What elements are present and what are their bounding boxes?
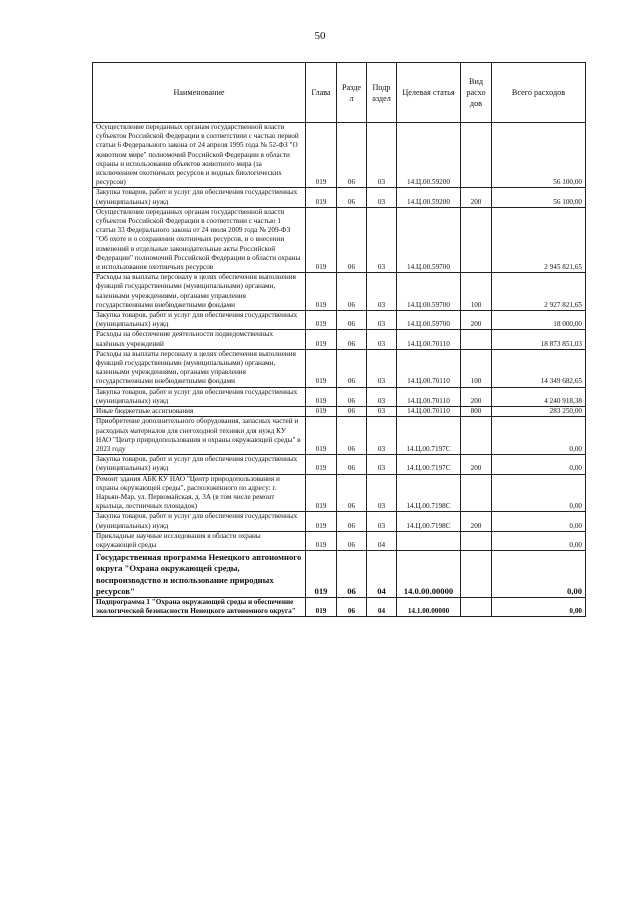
cell-name: Иные бюджетные ассигнования — [93, 407, 306, 417]
cell-name: Расходы на выплаты персоналу в целях обеспечения выполнения функций государственными (муниципальными) органами, казенными учреждениями, органами управления государственными внебюджетными фондами — [93, 349, 306, 387]
cell-expense-type — [461, 474, 492, 512]
cell-expense-type — [461, 207, 492, 272]
cell-total: 56 100,00 — [492, 188, 586, 207]
cell-podrazdel: 03 — [367, 207, 397, 272]
table-row — [93, 407, 586, 417]
cell-target-article: 14.Ц.00.59700 — [397, 273, 461, 311]
cell-razdel: 06 — [337, 407, 367, 417]
cell-name: Прикладные научные исследования в области охраны окружающей среды — [93, 531, 306, 550]
cell-razdel: 06 — [337, 551, 367, 598]
cell-glava: 019 — [306, 474, 337, 512]
cell-expense-type — [461, 551, 492, 598]
cell-name: Подпрограмма 1 "Охрана окружающей среды и обеспечение экологической безопасности Ненецкого автономного округа" — [93, 597, 306, 616]
cell-expense-type — [461, 330, 492, 349]
cell-total: 18 873 851,03 — [492, 330, 586, 349]
cell-razdel: 06 — [337, 207, 367, 272]
cell-razdel: 06 — [337, 597, 367, 616]
cell-total: 0,00 — [492, 417, 586, 455]
cell-target-article: 14.Ц.00.70110 — [397, 407, 461, 417]
table-row — [93, 349, 586, 387]
table-header-row — [93, 63, 586, 123]
page-number: 50 — [314, 30, 326, 42]
cell-glava: 019 — [306, 417, 337, 455]
table-row — [93, 455, 586, 474]
cell-total: 14 349 682,65 — [492, 349, 586, 387]
cell-expense-type: 200 — [461, 311, 492, 330]
cell-target-article: 14.Ц.00.70110 — [397, 349, 461, 387]
cell-target-article: 14.Ц.00.7198С — [397, 512, 461, 531]
cell-name: Государственная программа Ненецкого автономного округа "Охрана окружающей среды, воспроизводство и использование природных ресурсов" — [93, 551, 306, 598]
cell-razdel: 06 — [337, 387, 367, 406]
cell-podrazdel: 04 — [367, 597, 397, 616]
cell-podrazdel: 03 — [367, 273, 397, 311]
cell-glava: 019 — [306, 407, 337, 417]
cell-name: Закупка товаров, работ и услуг для обеспечения государственных (муниципальных) нужд — [93, 455, 306, 474]
cell-expense-type: 200 — [461, 188, 492, 207]
cell-razdel: 06 — [337, 531, 367, 550]
cell-glava: 019 — [306, 551, 337, 598]
cell-glava: 019 — [306, 311, 337, 330]
cell-expense-type: 100 — [461, 273, 492, 311]
table-row — [93, 551, 586, 598]
cell-podrazdel: 03 — [367, 474, 397, 512]
table-row — [93, 330, 586, 349]
cell-razdel: 06 — [337, 512, 367, 531]
cell-podrazdel: 04 — [367, 551, 397, 598]
header-podrazdel: Подр аздел — [367, 63, 397, 123]
header-target-article: Целевая статья — [397, 63, 461, 123]
cell-total: 283 250,00 — [492, 407, 586, 417]
cell-total: 0,00 — [492, 551, 586, 598]
cell-name: Закупка товаров, работ и услуг для обеспечения государственных (муниципальных) нужд — [93, 512, 306, 531]
cell-total: 4 240 918,38 — [492, 387, 586, 406]
cell-total: 56 100,00 — [492, 123, 586, 188]
cell-name: Закупка товаров, работ и услуг для обеспечения государственных (муниципальных) нужд — [93, 311, 306, 330]
cell-target-article: 14.Ц.00.59700 — [397, 207, 461, 272]
cell-glava: 019 — [306, 597, 337, 616]
table-body — [93, 123, 586, 617]
cell-total: 0,00 — [492, 531, 586, 550]
cell-glava: 019 — [306, 273, 337, 311]
table-row — [93, 207, 586, 272]
cell-podrazdel: 03 — [367, 455, 397, 474]
cell-name: Ремонт здания АБК КУ НАО "Центр природопользования и охраны окружающей среды", расположенного по адресу: г. Нарьян-Мар, ул. Первомайская, д. 3А (в том числе ремонт крыльца, лестничных площадок) — [93, 474, 306, 512]
cell-target-article — [397, 531, 461, 550]
cell-target-article: 14.0.00.00000 — [397, 551, 461, 598]
cell-target-article: 14.Ц.00.59200 — [397, 188, 461, 207]
table-row — [93, 123, 586, 188]
cell-total: 0,00 — [492, 455, 586, 474]
cell-glava: 019 — [306, 207, 337, 272]
table-row — [93, 273, 586, 311]
cell-name: Закупка товаров, работ и услуг для обеспечения государственных (муниципальных) нужд — [93, 188, 306, 207]
header-total: Всего расходов — [492, 63, 586, 123]
cell-razdel: 06 — [337, 311, 367, 330]
cell-podrazdel: 03 — [367, 123, 397, 188]
cell-expense-type — [461, 597, 492, 616]
cell-glava: 019 — [306, 455, 337, 474]
cell-podrazdel: 03 — [367, 407, 397, 417]
cell-expense-type — [461, 123, 492, 188]
table-row — [93, 311, 586, 330]
cell-podrazdel: 03 — [367, 311, 397, 330]
table-row — [93, 417, 586, 455]
cell-expense-type — [461, 417, 492, 455]
budget-table — [92, 62, 586, 617]
cell-podrazdel: 03 — [367, 349, 397, 387]
cell-target-article: 14.Ц.00.7197С — [397, 455, 461, 474]
cell-glava: 019 — [306, 123, 337, 188]
cell-razdel: 06 — [337, 123, 367, 188]
cell-total: 2 927 821,65 — [492, 273, 586, 311]
cell-total: 18 000,00 — [492, 311, 586, 330]
cell-razdel: 06 — [337, 417, 367, 455]
cell-name: Расходы на обеспечение деятельности подведомственных казённых учреждений — [93, 330, 306, 349]
table-row — [93, 597, 586, 616]
cell-total: 0,00 — [492, 597, 586, 616]
cell-target-article: 14.Ц.00.59200 — [397, 123, 461, 188]
cell-target-article: 14.Ц.00.7197С — [397, 417, 461, 455]
cell-expense-type: 800 — [461, 407, 492, 417]
header-expense-type: Вид расхо дов — [461, 63, 492, 123]
table-row — [93, 474, 586, 512]
cell-razdel: 06 — [337, 330, 367, 349]
cell-razdel: 06 — [337, 273, 367, 311]
cell-target-article: 14.Ц.00.59700 — [397, 311, 461, 330]
table-row — [93, 387, 586, 406]
cell-name: Приобретение дополнительного оборудования, запасных частей и расходных материалов для снегоходной техники для нужд КУ НАО "Центр природопользования и охраны окружающей среды" в 2023 году — [93, 417, 306, 455]
cell-name: Осуществление переданных органам государственной власти субъектов Российской Федерации в соответствии с частью первой статьи 6 Федерального закона от 24 апреля 1995 года № 52-ФЗ "О животном мире" полномочий Российской Федерации в области охраны и использования объектов животного мира (за исключением охотничьих ресурсов и водных биологических ресурсов) — [93, 123, 306, 188]
cell-name: Расходы на выплаты персоналу в целях обеспечения выполнения функций государственными (муниципальными) органами, казенными учреждениями, органами управления государственными внебюджетными фондами — [93, 273, 306, 311]
cell-expense-type: 100 — [461, 349, 492, 387]
cell-razdel: 06 — [337, 474, 367, 512]
cell-expense-type: 200 — [461, 512, 492, 531]
cell-razdel: 06 — [337, 349, 367, 387]
cell-target-article: 14.Ц.00.70110 — [397, 330, 461, 349]
cell-total: 2 945 821,65 — [492, 207, 586, 272]
cell-podrazdel: 03 — [367, 330, 397, 349]
cell-total: 0,00 — [492, 512, 586, 531]
cell-total: 0,00 — [492, 474, 586, 512]
cell-razdel: 06 — [337, 188, 367, 207]
cell-glava: 019 — [306, 330, 337, 349]
table-row — [93, 188, 586, 207]
cell-expense-type: 200 — [461, 455, 492, 474]
cell-podrazdel: 03 — [367, 188, 397, 207]
cell-glava: 019 — [306, 387, 337, 406]
header-glava: Глава — [306, 63, 337, 123]
table-row — [93, 531, 586, 550]
cell-glava: 019 — [306, 531, 337, 550]
cell-target-article: 14.1.00.00000 — [397, 597, 461, 616]
cell-razdel: 06 — [337, 455, 367, 474]
cell-glava: 019 — [306, 188, 337, 207]
cell-expense-type: 200 — [461, 387, 492, 406]
cell-target-article: 14.Ц.00.70110 — [397, 387, 461, 406]
cell-glava: 019 — [306, 512, 337, 531]
cell-glava: 019 — [306, 349, 337, 387]
cell-podrazdel: 03 — [367, 387, 397, 406]
cell-podrazdel: 04 — [367, 531, 397, 550]
header-razdel: Разде л — [337, 63, 367, 123]
cell-name: Закупка товаров, работ и услуг для обеспечения государственных (муниципальных) нужд — [93, 387, 306, 406]
cell-expense-type — [461, 531, 492, 550]
header-name: Наименование — [93, 63, 306, 123]
cell-podrazdel: 03 — [367, 417, 397, 455]
cell-name: Осуществление переданных органам государственной власти субъектов Российской Федерации в соответствии с частью 1 статьи 33 Федерального закона от 24 июля 2009 года № 209-ФЗ "Об охоте и о сохранении охотничьих ресурсов, и о внесении изменений в отдельные законодательные акты Российской Федерации" полномочий Российской Федерации в области охраны и использования охотничьих ресурсов — [93, 207, 306, 272]
cell-podrazdel: 03 — [367, 512, 397, 531]
table-row — [93, 512, 586, 531]
cell-target-article: 14.Ц.00.7198С — [397, 474, 461, 512]
